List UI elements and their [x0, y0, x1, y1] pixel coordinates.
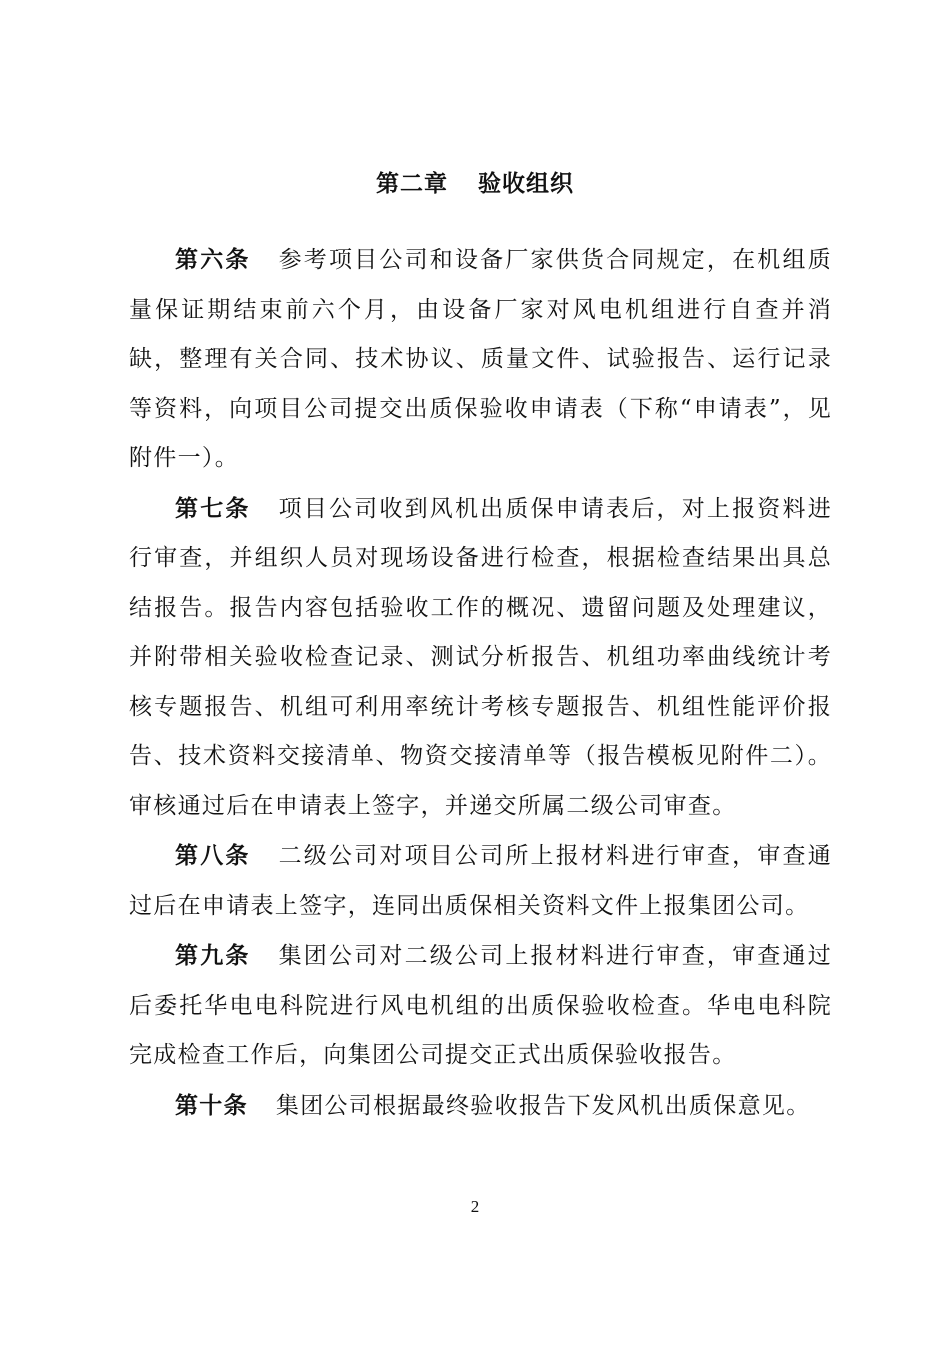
article-text: 集团公司根据最终验收报告下发风机出质保意见。 — [275, 1092, 811, 1119]
page-number: 2 — [470, 1197, 480, 1216]
article-8 — [129, 831, 832, 931]
article-text: 集团公司对二级公司上报材料进行审查，审查通过后委托华电电科院进行风电机组的出质保验收检查。华电电科院完成检查工作后，向集团公司提交正式出质保验收报告。 — [129, 943, 832, 1068]
chapter-body — [129, 235, 832, 1131]
chapter-number: 第二章 — [376, 170, 448, 197]
article-7 — [129, 484, 832, 832]
article-text: 参考项目公司和设备厂家供货合同规定，在机组质量保证期结束前六个月，由设备厂家对风电机组进行自查并消缺，整理有关合同、技术协议、质量文件、试验报告、运行记录等资料，向项目公司提交出质保验收申请表（下称“申请表”，见附件一）。 — [129, 247, 832, 471]
article-text: 项目公司收到风机出质保申请表后，对上报资料进行审查，并组织人员对现场设备进行检查，根据检查结果出具总结报告。报告内容包括验收工作的概况、遗留问题及处理建议，并附带相关验收检查记录、测试分析报告、机组功率曲线统计考核专题报告、机组可利用率统计考核专题报告、机组性能评价报告、技术资料交接清单、物资交接清单等（报告模板见附件二）。审核通过后在申请表上签字，并递交所属二级公司审查。 — [129, 495, 832, 819]
article-9 — [129, 931, 832, 1081]
article-10 — [129, 1081, 832, 1132]
article-number: 第六条 — [175, 246, 251, 273]
article-6 — [129, 235, 832, 484]
article-number: 第九条 — [175, 942, 251, 969]
article-text: 二级公司对项目公司所上报材料进行审查，审查通过后在申请表上签字，连同出质保相关资料文件上报集团公司。 — [129, 843, 832, 919]
chapter-title-text: 验收组织 — [478, 170, 574, 197]
article-number: 第八条 — [175, 842, 251, 869]
article-number: 第十条 — [175, 1091, 248, 1119]
chapter-heading — [0, 166, 950, 202]
article-number: 第七条 — [175, 494, 251, 522]
